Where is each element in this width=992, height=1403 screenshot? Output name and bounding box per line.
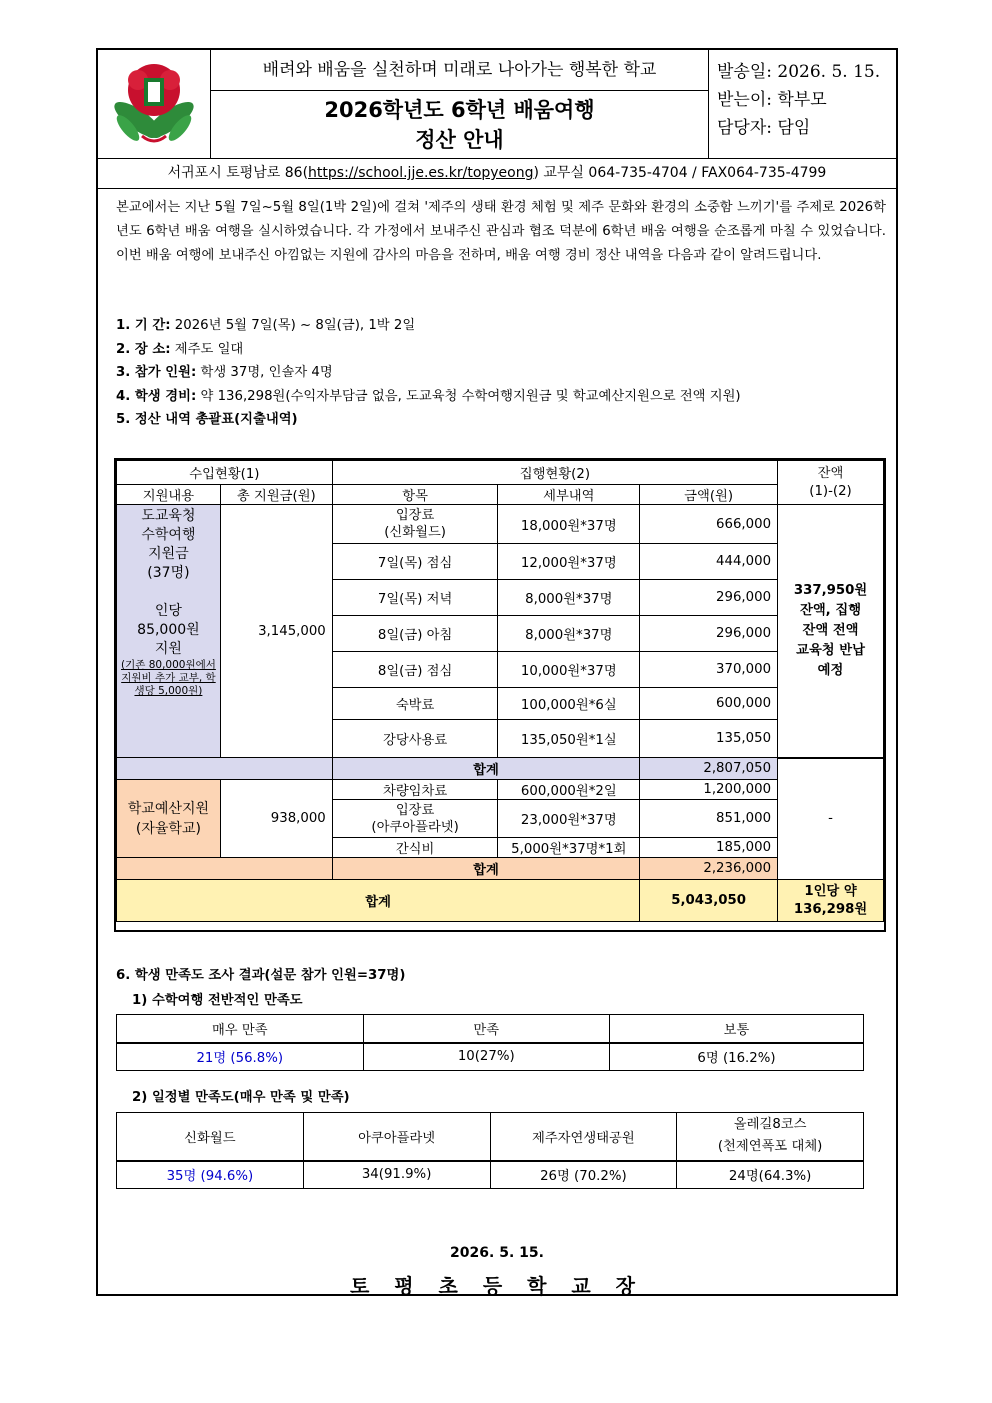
title-line-2: 정산 안내 [415, 128, 504, 152]
survey-title: 6. 학생 만족도 조사 결과(설문 참가 인원=37명) [116, 968, 406, 983]
expense-amount: 444,000 [640, 544, 778, 580]
school-url-link[interactable]: https://school.jje.es.kr/topyeong [308, 165, 534, 181]
school-emblem-icon [98, 50, 210, 158]
document-title [211, 91, 708, 158]
grant-subtotal-label: 합계 [332, 758, 639, 780]
expense-item: 강당사용료 [332, 720, 498, 758]
school-subtotal-label: 합계 [332, 858, 639, 880]
expense-detail: 5,000원*37명*1회 [498, 838, 640, 858]
overall-satisfaction-table [116, 1014, 864, 1071]
survey-overall-title: 1) 수학여행 전반적인 만족도 [132, 993, 303, 1008]
info-list [116, 314, 741, 432]
header-support: 지원내용 [117, 485, 221, 505]
expense-detail: 100,000원*6실 [498, 688, 640, 720]
grant-balance: 337,950원 잔액, 집행 잔액 전액 교육청 반납 예정 [778, 505, 884, 758]
overall-value: 21명 (56.8%) [117, 1043, 364, 1071]
school-address [98, 158, 896, 189]
intro-paragraph: 본교에서는 지난 5월 7일~5월 8일(1박 2일)에 걸쳐 '제주의 생태 환경 체험 및 제주 문화와 환경의 소중함 느끼기'를 주제로 2026학년도 6학년 배움 여행을 실시하였습니다. 각 가정에서 보내주신 관심과 협조 덕분에 6학년 배움 여행을 순조롭게 마칠 수 있었습니다. 이번 배움 여행에 보내주신 아낌없는 지원에 감사의 마음을 전하며, 배움 여행 경비 정산 내역을 다음과 같이 알려드립니다. [116, 200, 886, 263]
expense-item: 차량임차료 [332, 780, 498, 800]
overall-header: 보통 [610, 1015, 864, 1043]
expense-amount: 600,000 [640, 688, 778, 720]
expense-item: 입장료 (신화월드) [332, 505, 498, 544]
expense-item: 8일(금) 아침 [332, 616, 498, 652]
school-motto: 배려와 배움을 실천하며 미래로 나아가는 행복한 학교 [211, 50, 708, 91]
schedule-value: 26명 (70.2%) [490, 1161, 677, 1189]
info-item: 2. 장 소: 제주도 일대 [116, 341, 244, 357]
info-item: 1. 기 간: 2026년 5월 7일(목) ~ 8일(금), 1박 2일 [116, 318, 416, 333]
grant-description: 도교육청 수학여행 지원금 (37명) 인당 85,000원 지원 (기존 80,000원에서 지원비 추가 교부, 학생당 5,000원) [117, 505, 221, 758]
per-person-cost: 1인당 약 136,298원 [778, 880, 884, 922]
expense-amount: 296,000 [640, 616, 778, 652]
school-budget-description: 학교예산지원 (자율학교) [117, 780, 221, 858]
expense-item: 7일(목) 저녁 [332, 580, 498, 616]
footer-signature: 토 평 초 등 학 교 장 [349, 1274, 645, 1298]
expense-detail: 10,000원*37명 [498, 652, 640, 688]
expense-amount: 135,050 [640, 720, 778, 758]
expense-detail: 8,000원*37명 [498, 580, 640, 616]
expense-amount: 1,200,000 [640, 780, 778, 800]
overall-value: 10(27%) [363, 1043, 610, 1071]
document-meta [708, 50, 896, 158]
expense-detail: 12,000원*37명 [498, 544, 640, 580]
expense-amount: 851,000 [640, 800, 778, 838]
header-income: 수입현황(1) [117, 461, 333, 485]
info-item: 4. 학생 경비: 약 136,298원(수익자부담금 없음, 도교육청 수학여행지원금 및 학교예산지원으로 전액 지원) [116, 388, 741, 404]
expense-item: 7일(목) 점심 [332, 544, 498, 580]
document-frame [96, 48, 898, 1296]
expense-item: 간식비 [332, 838, 498, 858]
expense-amount: 370,000 [640, 652, 778, 688]
schedule-value: 35명 (94.6%) [117, 1161, 304, 1189]
grand-total: 5,043,050 [640, 880, 778, 922]
expense-detail: 135,050원*1실 [498, 720, 640, 758]
expense-item: 입장료 (아쿠아플라넷) [332, 800, 498, 838]
header-detail: 세부내역 [498, 485, 640, 505]
schedule-value: 24명(64.3%) [677, 1161, 864, 1189]
school-subtotal: 2,236,000 [640, 858, 778, 880]
schedule-satisfaction-table [116, 1112, 864, 1189]
schedule-header: 신화월드 [117, 1113, 304, 1161]
expense-amount: 296,000 [640, 580, 778, 616]
header-total-support: 총 지원금(원) [220, 485, 332, 505]
schedule-value: 34(91.9%) [303, 1161, 490, 1189]
expense-amount: 185,000 [640, 838, 778, 858]
expense-detail: 18,000원*37명 [498, 505, 640, 544]
address-prefix: 서귀포시 토평남로 86( [167, 165, 309, 181]
address-suffix: ) 교무실 064-735-4704 / FAX064-735-4799 [533, 165, 827, 181]
schedule-header: 아쿠아플라넷 [303, 1113, 490, 1161]
manager: 담당자: 담임 [717, 118, 811, 138]
schedule-header: 올레길8코스 (천제연폭포 대체) [677, 1113, 864, 1161]
title-line-1: 2026학년도 6학년 배움여행 [324, 98, 595, 122]
finance-table-wrap [114, 458, 886, 932]
expense-detail: 600,000원*2일 [498, 780, 640, 800]
school-logo [98, 50, 211, 158]
expense-detail: 8,000원*37명 [498, 616, 640, 652]
overall-header: 매우 만족 [117, 1015, 364, 1043]
expense-amount: 666,000 [640, 505, 778, 544]
header-amount: 금액(원) [640, 485, 778, 505]
expense-item: 8일(금) 점심 [332, 652, 498, 688]
school-total: 938,000 [220, 780, 332, 858]
footer-date: 2026. 5. 15. [450, 1245, 544, 1261]
header-item: 항목 [332, 485, 498, 505]
overall-header: 만족 [363, 1015, 610, 1043]
grant-subtotal-spacer [117, 758, 333, 780]
grant-total: 3,145,000 [220, 505, 332, 758]
survey-schedule-title: 2) 일정별 만족도(매우 만족 및 만족) [132, 1090, 350, 1105]
recipient: 받는이: 학부모 [717, 90, 827, 110]
header [98, 50, 896, 159]
info-item: 3. 참가 인원: 학생 37명, 인솔자 4명 [116, 365, 333, 380]
expense-detail: 23,000원*37명 [498, 800, 640, 838]
grant-subtotal: 2,807,050 [640, 758, 778, 780]
expense-item: 숙박료 [332, 688, 498, 720]
info-item: 5. 정산 내역 총괄표(지출내역) [116, 412, 298, 427]
overall-value: 6명 (16.2%) [610, 1043, 864, 1071]
school-subtotal-spacer [117, 858, 333, 880]
sent-date: 발송일: 2026. 5. 15. [717, 62, 881, 82]
schedule-header: 제주자연생태공원 [490, 1113, 677, 1161]
header-exec: 집행현황(2) [332, 461, 777, 485]
finance-table [116, 460, 884, 922]
grand-total-label: 합계 [117, 880, 640, 922]
header-balance: 잔액 (1)-(2) [778, 461, 884, 505]
school-balance: - [778, 758, 884, 880]
